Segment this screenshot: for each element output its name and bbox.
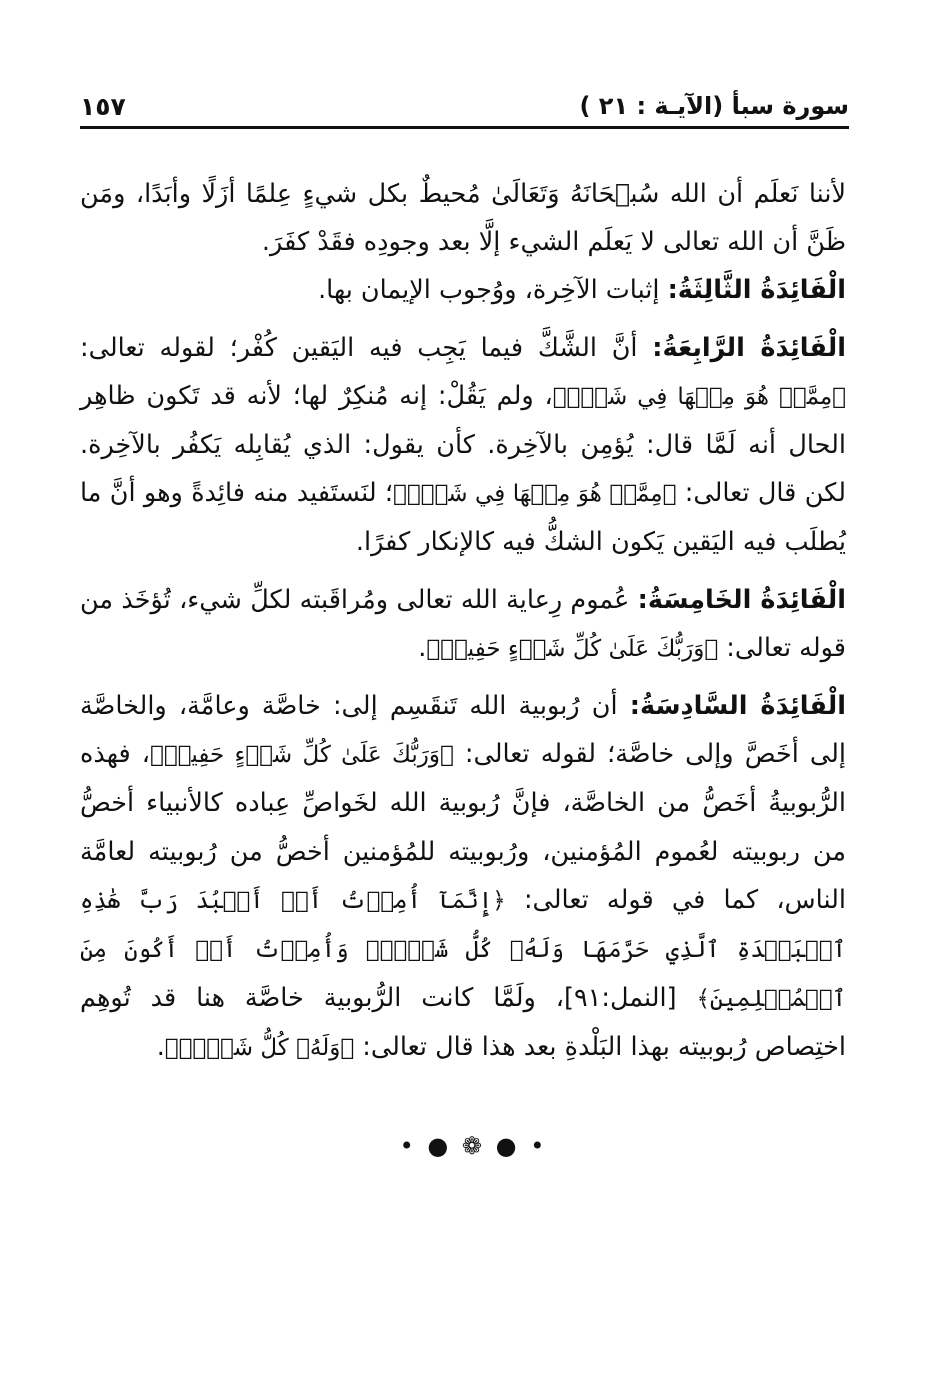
paragraph-text: ؛ لنَستَفيد منه فائِدةً وهو أنَّ ما يُطلَب فيه اليَقين يَكون الشكُّ فيه كالإنكار كفرًا.: [80, 478, 846, 558]
header-rule: [80, 126, 849, 129]
quran-verse: ﴿وَرَبُّكَ عَلَىٰ كُلِّ شَيۡءٍ حَفِيظٞ﴾: [150, 742, 454, 769]
quran-verse: ﴿إِنَّمَآ أُمِرۡتُ أَنۡ أَعۡبُدَ رَبَّ هَٰذِهِ ٱلۡبَلۡدَةِ ٱلَّذِي حَرَّمَهَا وَلَهُۥ كُلُّ شَيۡءٖۖ وَأُمِرۡتُ أَنۡ أَكُونَ مِنَ ٱلۡمُسۡلِمِينَ﴾: [80, 887, 846, 1013]
paragraph-text: ، ولم يَقُلْ: إنه مُنكِرٌ لها؛ لأنه قد تَكون ظاهِر الحال أنه لَمَّا قال: يُؤمِن بالآخِرة. كأن يقول: الذي يُقابِله يَكفُر بالآخِرة. لكن قال تعالى:: [80, 380, 846, 509]
paragraph-text: أن رُبوبية الله تَنقَسِم إلى: خاصَّة وعامَّة، والخاصَّة إلى أخَصَّ وإلى خاصَّة؛ لقوله تعالى:: [80, 691, 846, 770]
benefit-heading: الْفَائِدَةُ السَّادِسَةُ:: [629, 691, 846, 722]
paragraph-benefit-6: [80, 682, 846, 1073]
paragraph-benefit-4: [80, 324, 846, 567]
paragraph-text: إثبات الآخِرة، ووُجوب الإيمان بها.: [318, 275, 660, 306]
paragraph-text: ، فهذه الرُّبوبيةُ أخَصُّ من الخاصَّة، فإنَّ رُبوبية الله لخَواصِّ عِباده كالأنبياء أخصُّ من ربوبيته لعُموم المُؤمنين، ورُبوبيته للمُؤمنين أخصُّ من رُبوبيته لعامَّة الناس، كما في قوله تعالى:: [80, 739, 846, 915]
paragraph-text: ، ولَمَّا كانت الرُّبوبية خاصَّة هنا قد تُوهِم اختِصاص رُبوبيته بهذا البَلْدةِ بعد هذا قال تعالى:: [80, 983, 846, 1063]
paragraph-text: .: [156, 1032, 165, 1063]
verse-citation: [النمل:٩١]: [564, 983, 677, 1014]
paragraph-text: عُموم رِعاية الله تعالى ومُراقَبته لكلِّ شيء، تُؤخَذ من قوله تعالى:: [80, 584, 846, 663]
page-number: ١٥٧: [80, 92, 126, 121]
paragraph-text: أنَّ الشَّكَّ فيما يَجِب فيه اليَقين كُفْر؛ لقوله تعالى:: [80, 332, 638, 363]
paragraph-benefit-5: [80, 576, 846, 673]
quran-verse: ﴿مِمَّنۡ هُوَ مِنۡهَا فِي شَكّٖ﴾: [393, 481, 677, 508]
section-end-ornament: • ● ❁ ● •: [399, 1132, 548, 1160]
paragraph-text: لأننا نَعلَم أن الله سُبۡحَانَهُ وَتَعَالَىٰ مُحيطٌ بكل شيءٍ عِلمًا أزَلًا وأبَدًا، ومَن ظَنَّ أن الله تعالى لا يَعلَم الشيء إلَّا بعد وجودِه فقَدْ كفَرَ.: [80, 179, 846, 258]
quran-verse: ﴿وَرَبُّكَ عَلَىٰ كُلِّ شَيۡءٍ حَفِيظٞ﴾: [426, 635, 719, 662]
benefit-heading: الْفَائِدَةُ الخَامِسَةُ:: [637, 584, 846, 615]
quran-verse: ﴿مِمَّنۡ هُوَ مِنۡهَا فِي شَكّٖ﴾: [552, 383, 846, 410]
paragraph-benefit-3: [80, 266, 846, 314]
paragraph-intro: [80, 170, 846, 266]
running-title: سورة سبأ (الآيـة : ٢١ ): [579, 92, 849, 120]
paragraph-text: .: [418, 632, 427, 663]
benefit-heading: الْفَائِدَةُ الرَّابِعَةُ:: [652, 332, 846, 363]
page-header: [80, 92, 849, 126]
benefit-heading: الْفَائِدَةُ الثَّالِثَةُ:: [667, 275, 846, 306]
page-body: [80, 170, 846, 1073]
quran-verse: ﴿وَلَهُۥ كُلُّ شَيۡءٖ﴾: [164, 1035, 355, 1062]
